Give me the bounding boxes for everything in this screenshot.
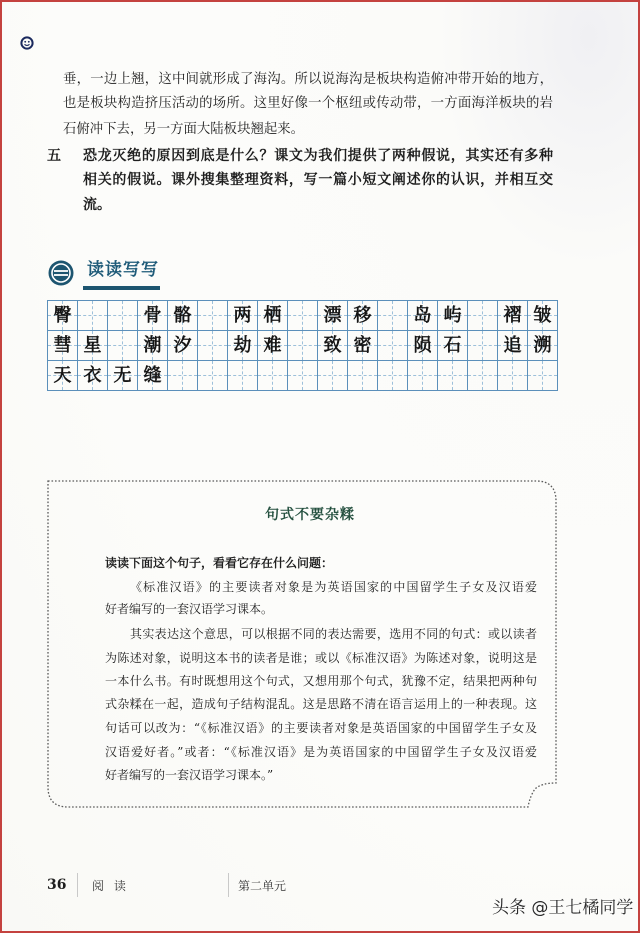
note-box-line: 句话可以改为：“《标准汉语》的主要读者对象是英语国家的中国留学生子女及 bbox=[105, 721, 537, 735]
grid-cell bbox=[78, 361, 108, 391]
section-title: 读读写写 bbox=[87, 260, 159, 280]
footer-divider bbox=[77, 873, 78, 897]
grid-cell bbox=[498, 331, 528, 361]
grid-cell bbox=[528, 301, 558, 331]
grid-character bbox=[378, 361, 407, 390]
note-box-line: 好者编写的一套汉语学习课本。” bbox=[105, 768, 274, 782]
grid-character: 衣 bbox=[83, 365, 102, 386]
grid-character: 密 bbox=[353, 335, 372, 356]
grid-cell bbox=[438, 361, 468, 391]
grid-cell bbox=[288, 301, 318, 331]
smiley-icon bbox=[20, 36, 34, 50]
grid-cell bbox=[108, 361, 138, 391]
note-box-line: 其实表达这个意思，可以根据不同的表达需要，选用不同的句式：或以读者 bbox=[130, 627, 537, 641]
grid-cell bbox=[258, 301, 288, 331]
exercise-line: 相关的假说。课外搜集整理资料，写一篇小短文阐述你的认识，并相互交 bbox=[83, 172, 553, 188]
grid-cell bbox=[288, 331, 318, 361]
grid-character bbox=[288, 331, 317, 360]
grid-character bbox=[168, 361, 197, 390]
grid-cell bbox=[468, 301, 498, 331]
grid-character bbox=[348, 361, 377, 390]
grid-cell bbox=[258, 361, 288, 391]
exercise-line: 流。 bbox=[83, 197, 111, 213]
grid-character bbox=[198, 301, 227, 330]
grid-character bbox=[468, 331, 497, 360]
grid-character bbox=[78, 301, 107, 330]
grid-cell bbox=[318, 301, 348, 331]
grid-cell bbox=[228, 331, 258, 361]
grid-cell bbox=[168, 301, 198, 331]
grid-cell bbox=[78, 331, 108, 361]
grid-character: 褶 bbox=[503, 305, 522, 326]
grid-cell bbox=[138, 301, 168, 331]
grid-character: 潮 bbox=[143, 335, 162, 356]
grid-character: 劫 bbox=[233, 335, 252, 356]
grid-character bbox=[468, 361, 497, 390]
circled-three-icon bbox=[48, 260, 74, 286]
grid-cell bbox=[408, 331, 438, 361]
grid-character: 天 bbox=[53, 365, 72, 386]
grid-character: 两 bbox=[233, 305, 252, 326]
grid-cell bbox=[408, 361, 438, 391]
grid-cell bbox=[48, 331, 78, 361]
passage-line: 石俯冲下去，另一方面大陆板块翘起来。 bbox=[63, 122, 305, 137]
grid-character bbox=[108, 301, 137, 330]
passage-line: 也是板块构造挤压活动的场所。这里好像一个枢纽或传动带，一方面海洋板块的岩 bbox=[63, 96, 553, 111]
footer-section: 阅 读 bbox=[92, 879, 129, 893]
grid-cell bbox=[168, 331, 198, 361]
grid-cell bbox=[498, 301, 528, 331]
grid-cell bbox=[108, 301, 138, 331]
note-box-line: 为陈述对象，说明这本书的读者是谁；或以《标准汉语》为陈述对象，说明这是 bbox=[105, 651, 537, 665]
grid-character bbox=[468, 301, 497, 330]
grid-cell bbox=[228, 361, 258, 391]
exercise-line: 恐龙灭绝的原因到底是什么？课文为我们提供了两种假说，其实还有多种 bbox=[83, 148, 553, 164]
grid-cell bbox=[438, 301, 468, 331]
grid-cell bbox=[438, 331, 468, 361]
grid-cell bbox=[198, 301, 228, 331]
note-box-line: 《标准汉语》的主要读者对象是为英语国家的中国留学生子女及汉语爱 bbox=[130, 580, 537, 594]
grid-character bbox=[438, 361, 467, 390]
grid-character: 石 bbox=[443, 335, 462, 356]
grid-character: 溯 bbox=[533, 335, 552, 356]
grid-cell bbox=[168, 361, 198, 391]
grid-character: 缝 bbox=[143, 365, 162, 386]
grid-cell bbox=[348, 361, 378, 391]
section-title-underline bbox=[83, 286, 160, 290]
grid-character bbox=[318, 361, 347, 390]
grid-character: 骨 bbox=[143, 305, 162, 326]
grid-character: 追 bbox=[503, 335, 522, 356]
grid-cell bbox=[198, 331, 228, 361]
grid-character: 漂 bbox=[323, 305, 342, 326]
page-number: 36 bbox=[47, 877, 67, 893]
grid-character bbox=[198, 331, 227, 360]
grid-cell bbox=[348, 331, 378, 361]
grid-cell bbox=[138, 361, 168, 391]
grid-character: 臀 bbox=[53, 305, 72, 326]
grid-character: 汐 bbox=[173, 335, 192, 356]
grid-character bbox=[228, 361, 257, 390]
grid-cell bbox=[348, 301, 378, 331]
grid-character: 屿 bbox=[443, 305, 462, 326]
grid-character: 星 bbox=[83, 335, 102, 356]
grid-cell bbox=[468, 361, 498, 391]
grid-cell bbox=[528, 331, 558, 361]
grid-character bbox=[378, 331, 407, 360]
footer-unit: 第二单元 bbox=[238, 879, 287, 893]
grid-cell bbox=[318, 361, 348, 391]
grid-character bbox=[288, 301, 317, 330]
note-box-line: 读读下面这个句子，看看它存在什么问题： bbox=[105, 556, 334, 570]
grid-character bbox=[288, 361, 317, 390]
grid-cell bbox=[528, 361, 558, 391]
grid-character: 骼 bbox=[173, 305, 192, 326]
grid-cell bbox=[108, 331, 138, 361]
grid-cell bbox=[408, 301, 438, 331]
grid-cell bbox=[498, 361, 528, 391]
word-grid bbox=[47, 300, 558, 391]
grid-cell bbox=[138, 331, 168, 361]
watermark: 头条 @王七橘同学 bbox=[492, 898, 634, 918]
note-box-line: 式杂糅在一起，造成句子结构混乱。这是思路不清在语言运用上的一种表现。这 bbox=[105, 697, 537, 711]
note-box-line: 好者编写的一套汉语学习课本。 bbox=[105, 602, 274, 616]
grid-character: 移 bbox=[353, 305, 372, 326]
grid-character: 难 bbox=[263, 335, 282, 356]
grid-cell bbox=[318, 331, 348, 361]
grid-character bbox=[198, 361, 227, 390]
grid-character: 彗 bbox=[53, 335, 72, 356]
grid-cell bbox=[288, 361, 318, 391]
note-box-line: 汉语爱好者。”或者：“《标准汉语》是为英语国家的中国留学生子女及汉语爱 bbox=[105, 745, 537, 759]
grid-character bbox=[378, 301, 407, 330]
grid-cell bbox=[468, 331, 498, 361]
grid-character bbox=[108, 331, 137, 360]
grid-character: 无 bbox=[113, 365, 132, 386]
note-box-title: 句式不要杂糅 bbox=[265, 507, 355, 523]
grid-cell bbox=[378, 301, 408, 331]
grid-character bbox=[498, 361, 527, 390]
grid-cell bbox=[48, 301, 78, 331]
grid-character: 致 bbox=[323, 335, 342, 356]
grid-cell bbox=[378, 361, 408, 391]
grid-cell bbox=[48, 361, 78, 391]
footer-divider bbox=[228, 873, 229, 897]
grid-character bbox=[258, 361, 287, 390]
grid-cell bbox=[228, 301, 258, 331]
grid-cell bbox=[258, 331, 288, 361]
exercise-number: 五 bbox=[47, 148, 61, 164]
grid-cell bbox=[378, 331, 408, 361]
note-box-line: 一本什么书。有时既想用这个句式，又想用那个句式，犹豫不定，结果把两种句 bbox=[105, 674, 537, 688]
grid-character: 陨 bbox=[413, 335, 432, 356]
grid-character: 栖 bbox=[263, 305, 282, 326]
grid-character: 皱 bbox=[533, 305, 552, 326]
grid-character bbox=[408, 361, 437, 390]
grid-cell bbox=[198, 361, 228, 391]
grid-character bbox=[528, 361, 557, 390]
grid-character: 岛 bbox=[413, 305, 432, 326]
grid-cell bbox=[78, 301, 108, 331]
passage-line: 垂，一边上翘，这中间就形成了海沟。所以说海沟是板块构造俯冲带开始的地方， bbox=[63, 72, 553, 87]
